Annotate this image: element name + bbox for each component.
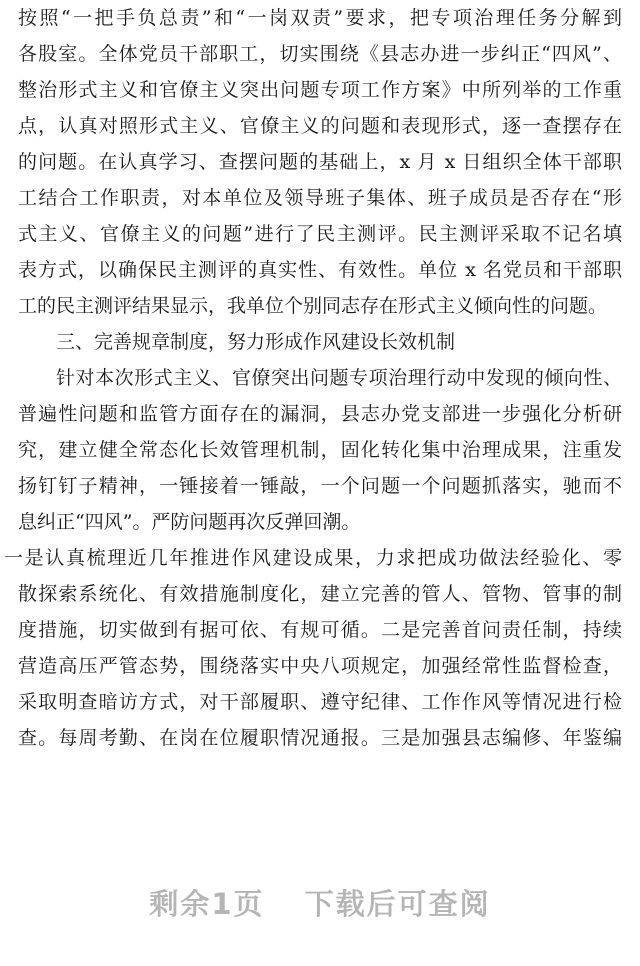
paragraph-line: 按照“一把手负总责”和“一岗双责”要求，把专项治理任务分解到: [18, 7, 622, 29]
remaining-pages-label: 剩余1页: [149, 887, 265, 921]
paragraph-line: 息纠正“四风”。严防问题再次反弹回潮。: [18, 511, 361, 533]
paragraph-line: 工的民主测评结果显示，我单位个别同志存在形式主义倾向性的问题。: [18, 295, 608, 317]
paragraph-line: 度措施，切实做到有据可依、有规可循。二是完善首问责任制，持续: [18, 619, 622, 641]
paragraph-line: 营造高压严管态势，围绕落实中央八项规定，加强经常性监督检查，: [18, 655, 622, 677]
paragraph-line: 查。每周考勤、在岗在位履职情况通报。三是加强县志编修、年鉴编: [18, 727, 622, 749]
paragraph-line: 采取明查暗访方式，对干部履职、遵守纪律、工作作风等情况进行检: [18, 691, 622, 713]
section-heading: 三、完善规章制度，努力形成作风建设长效机制: [56, 331, 456, 353]
paragraph-line: 点，认真对照形式主义、官僚主义的问题和表现形式，逐一查摆存在: [18, 115, 622, 137]
paragraph-line: 究，建立健全常态化长效管理机制，固化转化集中治理成果，注重发: [18, 439, 622, 461]
paragraph-line: 表方式，以确保民主测评的真实性、有效性。单位 x 名党员和干部职: [18, 259, 622, 281]
paragraph-line: 散探索系统化、有效措施制度化，建立完善的管人、管物、管事的制: [18, 583, 622, 605]
paragraph-line: 针对本次形式主义、官僚突出问题专项治理行动中发现的倾向性、: [56, 367, 622, 389]
paragraph-line: 的问题。在认真学习、查摆问题的基础上，x 月 x 日组织全体干部职: [18, 151, 622, 173]
paragraph-line: 各股室。全体党员干部职工，切实围绕《县志办进一步纠正“四风”、: [18, 43, 622, 65]
download-to-view-link[interactable]: 下载后可查阅: [304, 887, 491, 921]
download-prompt[interactable]: [0, 882, 640, 926]
paragraph-line: 一是认真梳理近几年推进作风建设成果，力求把成功做法经验化、零: [4, 547, 622, 569]
paragraph-line: 工结合工作职责，对本单位及领导班子集体、班子成员是否存在“形: [18, 187, 622, 209]
paragraph-line: 普遍性问题和监管方面存在的漏洞，县志办党支部进一步强化分析研: [18, 403, 622, 425]
paragraph-line: 整治形式主义和官僚主义突出问题专项工作方案》中所列举的工作重: [18, 79, 622, 101]
paragraph-line: 扬钉钉子精神，一锤接着一锤敲，一个问题一个问题抓落实，驰而不: [18, 475, 622, 497]
paragraph-line: 式主义、官僚主义的问题”进行了民主测评。民主测评采取不记名填: [18, 223, 622, 245]
